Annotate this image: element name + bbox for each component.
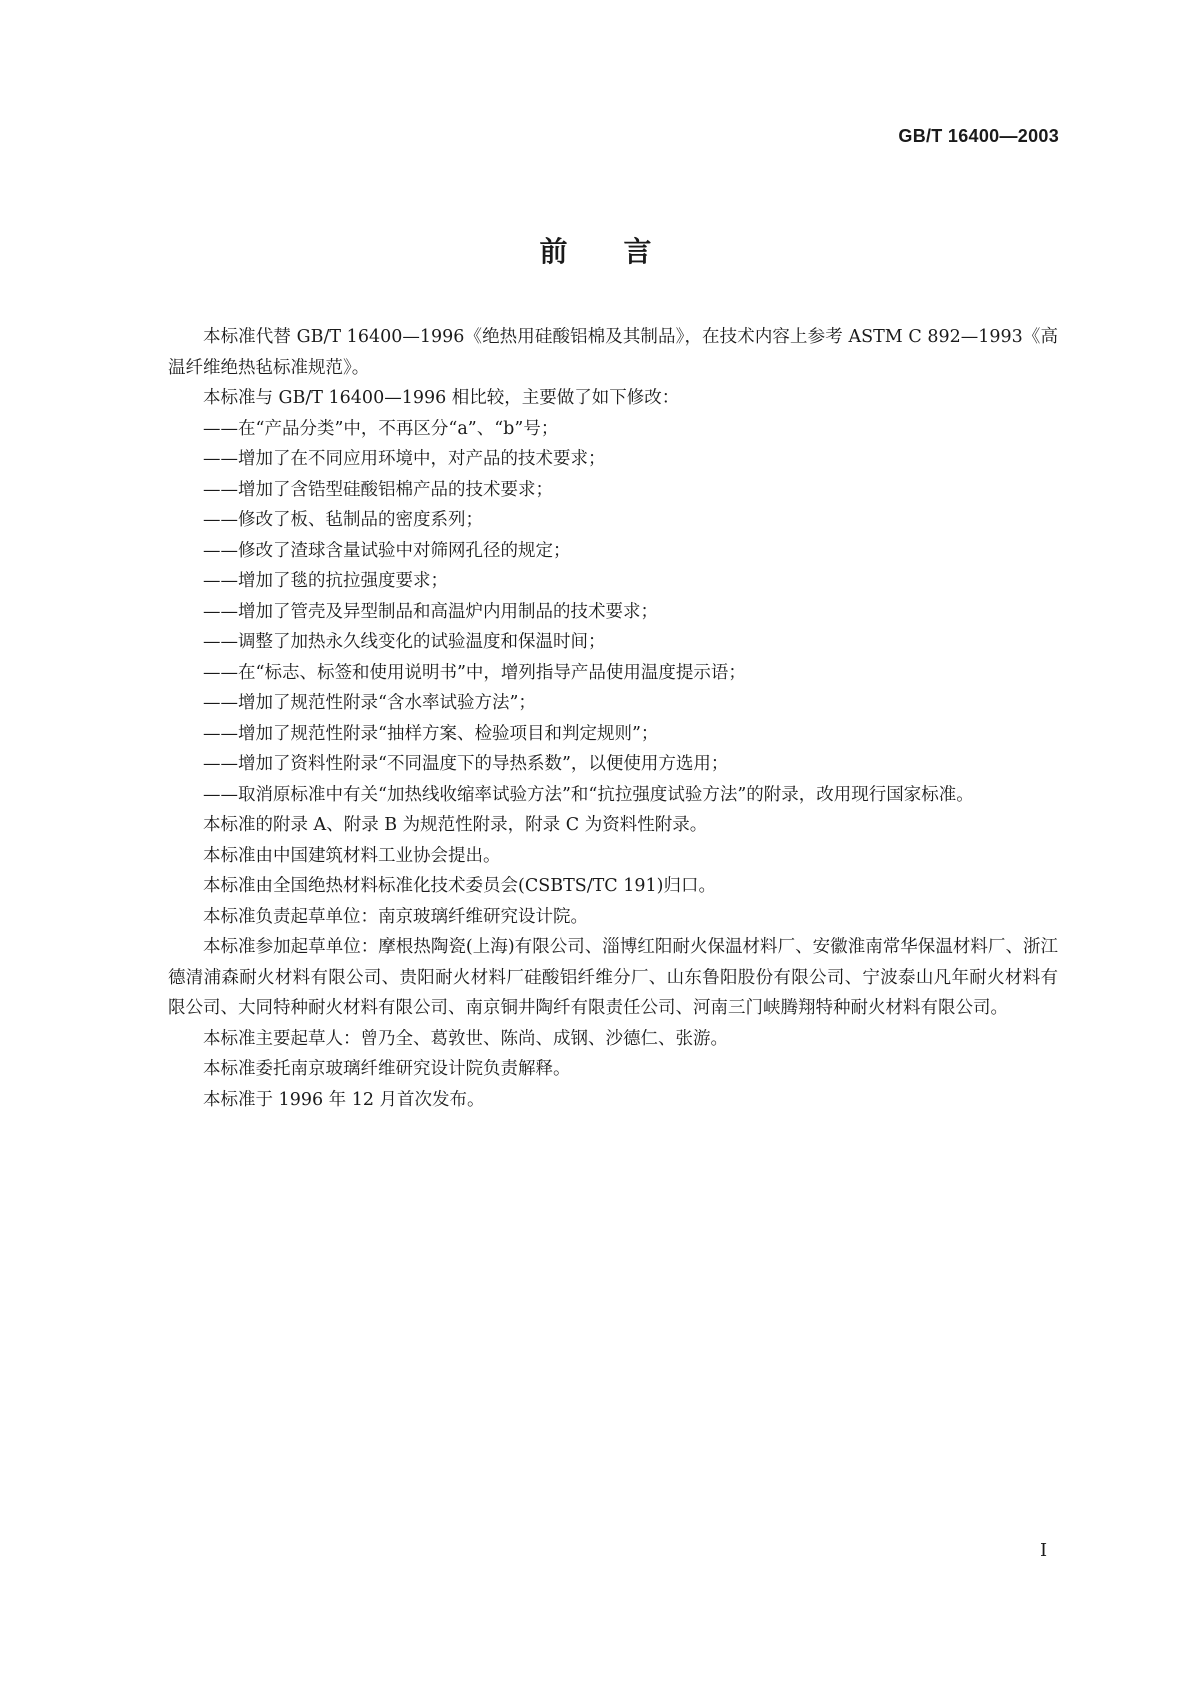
intro-comparison: 本标准与 GB/T 16400—1996 相比较，主要做了如下修改： [203, 388, 680, 408]
change-item: ——在“产品分类”中，不再区分“a”、“b”号； [203, 418, 559, 439]
drafting-unit-statement: 本标准负责起草单位：南京玻璃纤维研究设计院。 [203, 906, 588, 927]
intro-replaces: 本标准代替 GB/T 16400—1996《绝热用硅酸铝棉及其制品》，在技术内容上参考 ASTM C 892—1993《高温纤维绝热毡标准规范》。 [168, 327, 1058, 378]
change-item: ——增加了资料性附录“不同温度下的导热系数”，以便使用方选用； [203, 754, 729, 774]
change-item: ——修改了渣球含量试验中对筛网孔径的规定； [203, 540, 571, 561]
interpretation-statement: 本标准委托南京玻璃纤维研究设计院负责解释。 [203, 1059, 571, 1079]
change-item: ——取消原标准中有关“加热线收缩率试验方法”和“抗拉强度试验方法”的附录，改用现行国家标准。 [203, 784, 974, 805]
change-item: ——增加了规范性附录“含水率试验方法”； [203, 693, 536, 713]
foreword-body [168, 322, 1058, 1115]
drafters-statement: 本标准主要起草人：曾乃全、葛敦世、陈尚、成钢、沙德仁、张游。 [203, 1028, 728, 1049]
change-item: ——增加了毯的抗拉强度要求； [203, 571, 448, 591]
change-item: ——增加了规范性附录“抽样方案、检验项目和判定规则”； [203, 723, 659, 744]
change-item: ——调整了加热永久线变化的试验温度和保温时间； [203, 632, 606, 652]
change-item: ——增加了含锆型硅酸铝棉产品的技术要求； [203, 479, 553, 500]
page-title: 前言 [539, 235, 708, 268]
change-item: ——增加了在不同应用环境中，对产品的技术要求； [203, 449, 606, 469]
standard-number: GB/T 16400—2003 [898, 126, 1059, 146]
changes-list [168, 414, 1058, 811]
appendices-statement: 本标准的附录 A、附录 B 为规范性附录，附录 C 为资料性附录。 [203, 815, 708, 835]
participating-units-statement: 本标准参加起草单位：摩根热陶瓷(上海)有限公司、淄博红阳耐火保温材料厂、安徽淮南常华保温材料厂、浙江德清浦森耐火材料有限公司、贵阳耐火材料厂硅酸铝纤维分厂、山东鲁阳股份有限公司、宁波泰山凡年耐火材料有限公司、大同特种耐火材料有限公司、南京铜井陶纤有限责任公司、河南三门峡腾翔特种耐火材料有限公司。 [168, 937, 1058, 1018]
page-number: I [1040, 1540, 1048, 1561]
proposed-by-statement: 本标准由中国建筑材料工业协会提出。 [203, 845, 501, 866]
first-issued-statement: 本标准于 1996 年 12 月首次发布。 [203, 1089, 485, 1110]
change-item: ——修改了板、毡制品的密度系列； [203, 510, 483, 530]
centralized-by-statement: 本标准由全国绝热材料标准化技术委员会(CSBTS/TC 191)归口。 [203, 876, 716, 896]
change-item: ——增加了管壳及异型制品和高温炉内用制品的技术要求； [203, 601, 658, 622]
change-item: ——在“标志、标签和使用说明书”中，增列指导产品使用温度提示语； [203, 662, 746, 683]
